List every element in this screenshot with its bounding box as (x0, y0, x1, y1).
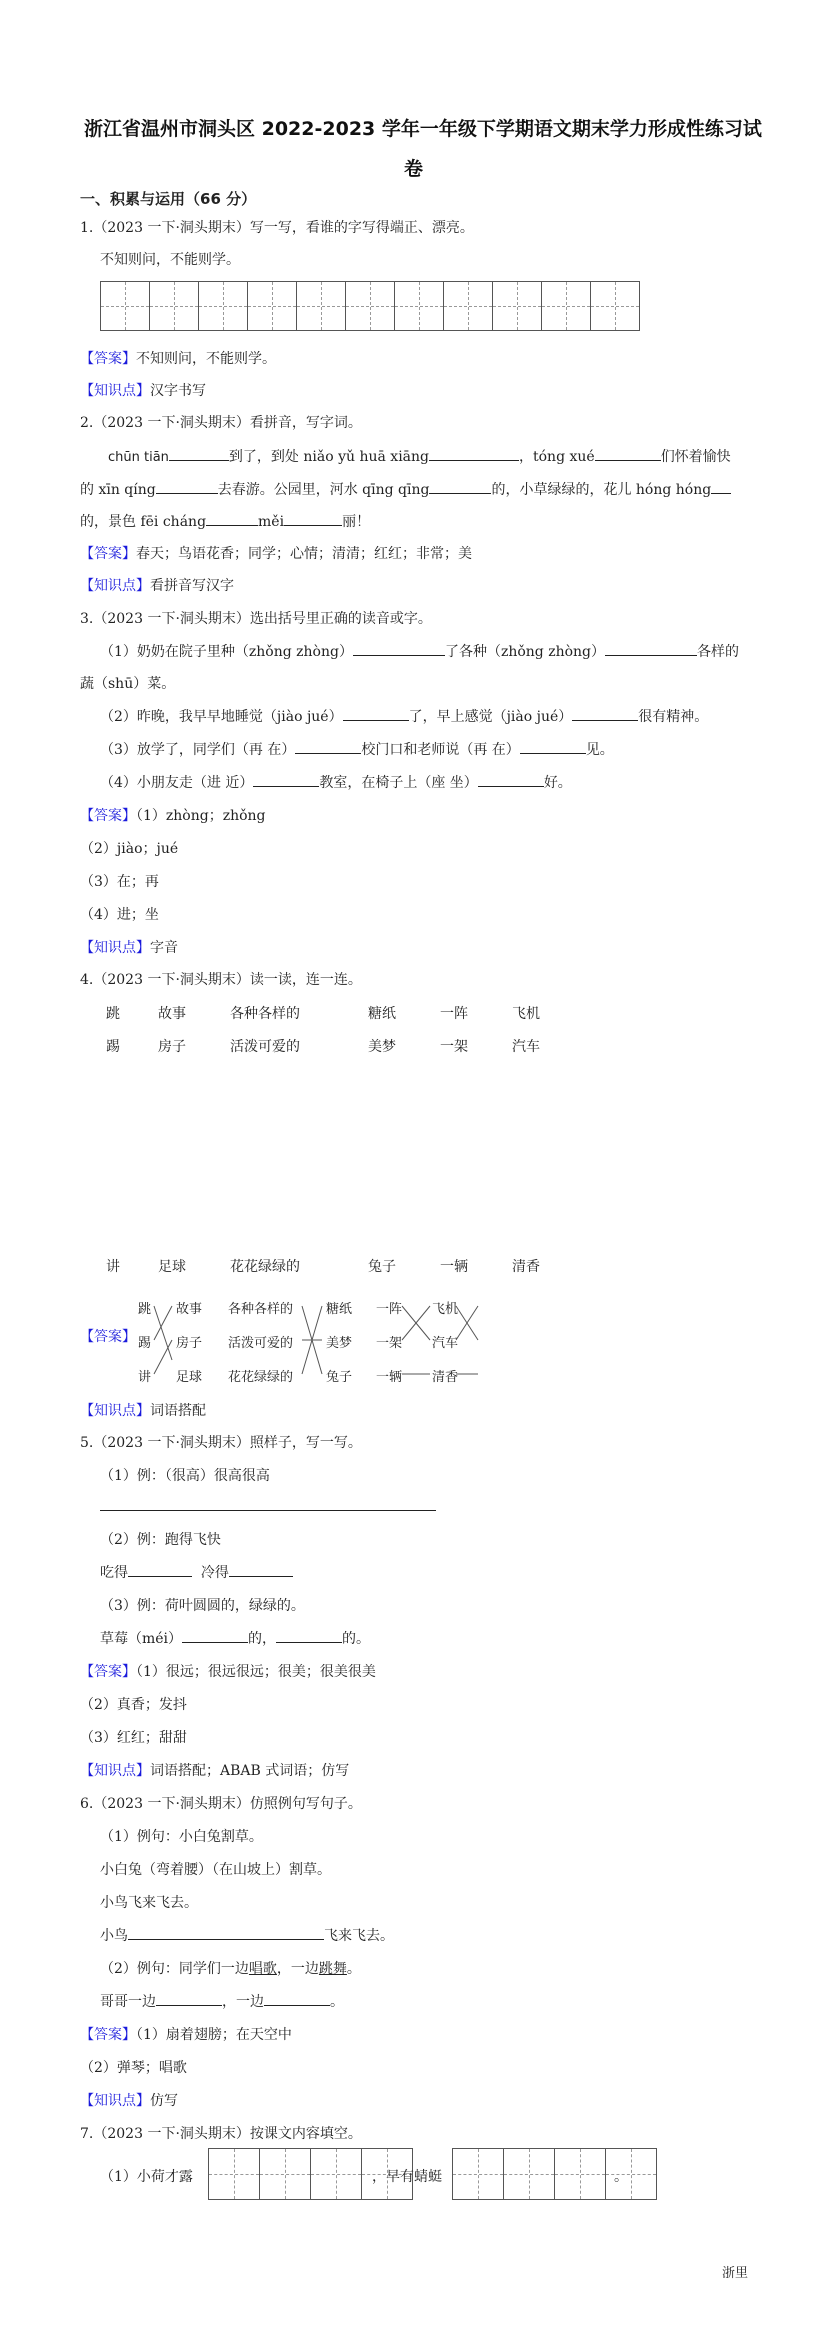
q4-knowledge-point: 【知识点】词语搭配 (80, 1403, 206, 1419)
q5-sub1: （1）例：（很高）很高很高 (100, 1468, 270, 1484)
q6-knowledge-point: 【知识点】仿写 (80, 2093, 178, 2109)
q3-sub4: （4）小朋友走（进 近） 教室，在椅子上（座 坐） 好。 (100, 772, 572, 792)
q2-line2: 的 xīn qíng 去春游。公园里，河水 qīng qīng 的，小草绿绿的，花儿 hóng hóng (80, 479, 731, 499)
q6-sub1-blank: 小鸟 飞来飞去。 (100, 1925, 394, 1945)
word: 故事 (158, 1006, 186, 1022)
page-footer: 浙里 (722, 2266, 749, 2281)
q7-sub1-prefix: （1）小荷才露 (100, 2169, 193, 2185)
word: 一阵 (440, 1006, 468, 1022)
word: 足球 (176, 1370, 203, 1385)
word: 活泼可爱的 (228, 1336, 294, 1351)
q5-answer-line (100, 1510, 436, 1511)
q6-sub2-blanks: 哥哥一边 ，一边 。 (100, 1991, 344, 2011)
q1-stem: 1.（2023 一下·洞头期末）写一写，看谁的字写得端正、漂亮。 (80, 220, 474, 236)
q5-sub2: （2）例：跑得飞快 (100, 1532, 221, 1548)
q7-sub1-mid: ，早有蜻蜓 (372, 2169, 442, 2185)
word: 飞机 (432, 1302, 459, 1317)
page-title-cont: 卷 (404, 158, 424, 180)
q2-line1: chūn tiān 到了，到处 niǎo yǔ huā xiāng ，tóng xué 们怀着愉快 (108, 446, 731, 466)
q5-answer-2: （2）真香；发抖 (80, 1697, 187, 1713)
q5-answer-3: （3）红红；甜甜 (80, 1730, 187, 1746)
q6-sub1-example: 小白兔（弯着腰）（在山坡上）割草。 (100, 1862, 331, 1878)
q5-sub3: （3）例：荷叶圆圆的，绿绿的。 (100, 1598, 305, 1614)
word: 跳 (138, 1302, 152, 1317)
q6-answer: 【答案】（1）扇着翅膀；在天空中 (80, 2027, 292, 2043)
q6-sub1-sentence: 小鸟飞来飞去。 (100, 1895, 198, 1911)
word: 一辆 (376, 1370, 403, 1385)
word: 花花绿绿的 (228, 1370, 294, 1385)
q2-stem: 2.（2023 一下·洞头期末）看拼音，写字词。 (80, 415, 362, 431)
q3-answer-3: （3）在；再 (80, 874, 159, 890)
word: 花花绿绿的 (230, 1259, 300, 1275)
page-title: 浙江省温州市洞头区 2022-2023 学年一年级下学期语文期末学力形成性练习试 (84, 118, 762, 140)
q5-sub2-blanks: 吃得 冷得 (100, 1562, 293, 1582)
q3-answer-4: （4）进；坐 (80, 907, 159, 923)
word: 清香 (432, 1370, 459, 1385)
q3-sub1-cont: 蔬（shū）菜。 (80, 676, 176, 692)
q3-sub3: （3）放学了，同学们（再 在） 校门口和老师说（再 在） 见。 (100, 739, 614, 759)
q1-knowledge-point: 【知识点】汉字书写 (80, 383, 206, 399)
q2-knowledge-point: 【知识点】看拼音写汉字 (80, 578, 234, 594)
q3-stem: 3.（2023 一下·洞头期末）选出括号里正确的读音或字。 (80, 611, 432, 627)
q6-sub2: （2）例句：同学们一边唱歌，一边跳舞。 (100, 1961, 361, 1977)
word: 踢 (106, 1039, 120, 1055)
word: 兔子 (326, 1370, 353, 1385)
word: 一架 (440, 1039, 468, 1055)
word: 汽车 (432, 1336, 459, 1351)
q1-answer: 【答案】不知则问，不能则学。 (80, 351, 276, 367)
word: 故事 (176, 1302, 203, 1317)
q3-answer: 【答案】（1）zhòng；zhǒng (80, 808, 266, 824)
q7-sub1-end: 。 (614, 2169, 628, 2185)
word: 糖纸 (368, 1006, 396, 1022)
word: 飞机 (512, 1006, 540, 1022)
q7-stem: 7.（2023 一下·洞头期末）按课文内容填空。 (80, 2126, 362, 2142)
word: 美梦 (368, 1039, 396, 1055)
word: 美梦 (326, 1336, 353, 1351)
word: 汽车 (512, 1039, 540, 1055)
q5-answer: 【答案】（1）很远；很远很远；很美；很美很美 (80, 1664, 376, 1680)
word: 一阵 (376, 1302, 403, 1317)
word: 房子 (158, 1039, 186, 1055)
word: 讲 (106, 1259, 120, 1275)
q3-answer-2: （2）jiào；jué (80, 841, 179, 857)
q4-stem: 4.（2023 一下·洞头期末）读一读，连一连。 (80, 972, 362, 988)
q3-knowledge-point: 【知识点】字音 (80, 940, 178, 956)
q5-sub3-blanks: 草莓（méi） 的， 的。 (100, 1628, 370, 1648)
q3-sub2: （2）昨晚，我早早地睡觉（jiào jué） 了，早上感觉（jiào jué） 很有精神。 (100, 706, 708, 726)
q2-answer: 【答案】春天；鸟语花香；同学；心情；清清；红红；非常；美 (80, 546, 472, 562)
word: 房子 (176, 1336, 203, 1351)
q6-sub1: （1）例句：小白兔割草。 (100, 1829, 263, 1845)
word: 活泼可爱的 (230, 1039, 300, 1055)
word: 糖纸 (326, 1302, 353, 1317)
word: 各种各样的 (230, 1006, 300, 1022)
section-heading: 一、积累与运用（66 分） (80, 190, 257, 208)
q5-knowledge-point: 【知识点】词语搭配；ABAB 式词语；仿写 (80, 1763, 350, 1779)
q3-sub1: （1）奶奶在院子里种（zhǒng zhòng） 了各种（zhǒng zhòng） 各样的 (100, 641, 739, 661)
q5-stem: 5.（2023 一下·洞头期末）照样子，写一写。 (80, 1435, 362, 1451)
word: 各种各样的 (228, 1302, 294, 1317)
word: 踢 (138, 1336, 152, 1351)
word: 足球 (158, 1259, 186, 1275)
q2-line3: 的，景色 fēi cháng měi 丽！ (80, 511, 370, 531)
word: 一辆 (440, 1259, 468, 1275)
q6-answer-2: （2）弹琴；唱歌 (80, 2060, 187, 2076)
word: 跳 (106, 1006, 120, 1022)
q1-text: 不知则问，不能则学。 (100, 252, 240, 268)
word: 一架 (376, 1336, 403, 1351)
word: 讲 (138, 1370, 152, 1385)
word: 兔子 (368, 1259, 396, 1275)
word: 清香 (512, 1259, 540, 1275)
q6-stem: 6.（2023 一下·洞头期末）仿照例句写句子。 (80, 1796, 362, 1812)
q4-answer-label: 【答案】 (80, 1329, 136, 1345)
